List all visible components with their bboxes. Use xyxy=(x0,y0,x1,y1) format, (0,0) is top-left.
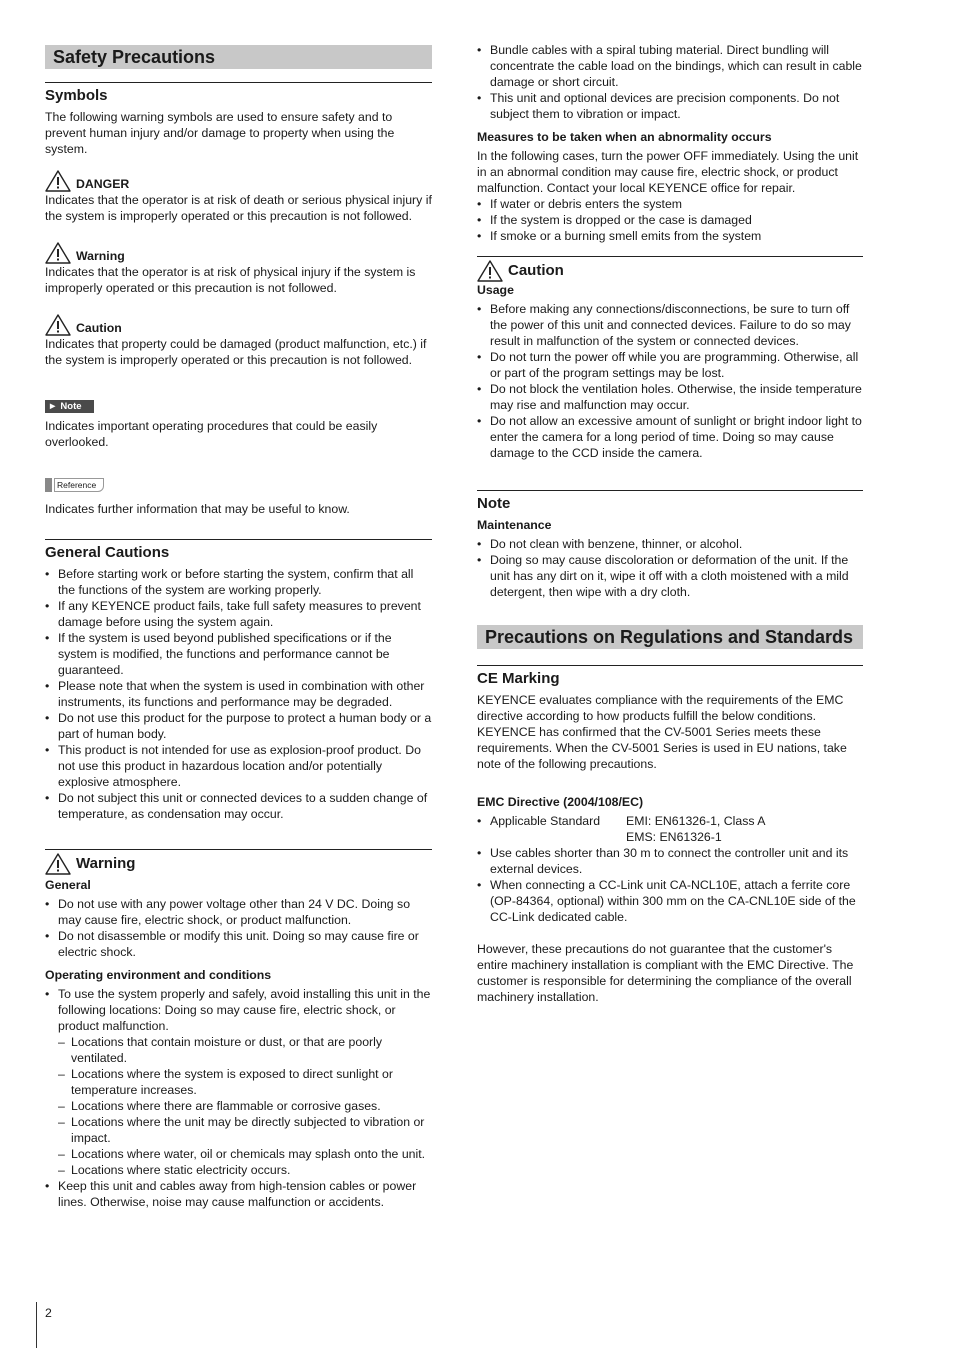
environment-list xyxy=(45,986,432,1210)
abnormality-list xyxy=(477,196,863,244)
sublist-item: – Locations where there are flammable or corrosive gases. xyxy=(58,1098,432,1114)
closing-text: However, these precautions do not guarantee that the customer's entire machinery installation is compliant with the EMC Directive. The customer is responsible for determining the compliance of the overall machinery installation. xyxy=(477,942,854,1004)
list-item: • Do not block the ventilation holes. Otherwise, the inside temperature may rise and malfunction may occur. xyxy=(477,381,863,413)
applicable-standard-values xyxy=(626,813,765,845)
note-arrow-icon: ► xyxy=(48,401,58,412)
warning-section-title xyxy=(45,849,432,875)
list-item: • Do not allow an excessive amount of sunlight or bright indoor light to enter the camera for a long period of time. Doing so may cause damage to the CCD inside the camera. xyxy=(477,413,863,461)
warning-symbol-text: Indicates that the operator is at risk of physical injury if the system is improperly operated or this precaution is not followed. xyxy=(45,265,416,295)
list-item: • If any KEYENCE product fails, take full safety measures to prevent damage before using the system again. xyxy=(45,598,432,630)
list-item: • Please note that when the system is used in combination with other instruments, its functions and performance may be degraded. xyxy=(45,678,432,710)
sublist-item: – Locations where water, oil or chemicals may splash onto the unit. xyxy=(58,1146,432,1162)
ems-standard: EMS: EN61326-1 xyxy=(626,830,722,844)
list-item: • Do not clean with benzene, thinner, or alcohol. xyxy=(477,536,863,552)
general-cautions-list xyxy=(45,566,432,822)
symbols-title: Symbols xyxy=(45,82,432,106)
cable-list xyxy=(477,42,863,122)
usage-subheading: Usage xyxy=(477,283,514,297)
general-cautions-title: General Cautions xyxy=(45,539,432,563)
list-item: • Do not use with any power voltage other than 24 V DC. Doing so may cause fire, electric shock, or product malfunction. xyxy=(45,896,432,928)
danger-heading xyxy=(45,170,432,192)
list-item: • Doing so may cause discoloration or deformation of the unit. If the unit has any dirt on it, wipe it off with a cloth moistened with a mild detergent, then wipe with a dry cloth. xyxy=(477,552,863,600)
note-section-title: Note xyxy=(477,490,863,514)
right-column xyxy=(477,0,863,1005)
emi-standard: EMI: EN61326-1, Class A xyxy=(626,814,766,828)
list-item: • Do not use this product for the purpose to protect a human body or a part of human body. xyxy=(45,710,432,742)
reference-symbol-text: Indicates further information that may be useful to know. xyxy=(45,502,350,516)
maintenance-subheading: Maintenance xyxy=(477,518,552,532)
general-subheading: General xyxy=(45,878,91,892)
warning-triangle-icon xyxy=(45,170,71,192)
caution-section-label: Caution xyxy=(508,262,564,279)
warning-symbol-label: Warning xyxy=(76,249,125,263)
environment-sublist xyxy=(58,1034,432,1178)
list-item: • If water or debris enters the system xyxy=(477,196,863,212)
sublist-item: – Locations where the system is exposed to direct sunlight or temperature increases. xyxy=(58,1066,432,1098)
ce-marking-title: CE Marking xyxy=(477,665,863,689)
general-warning-list xyxy=(45,896,432,960)
sublist-item: – Locations where the unit may be directly subjected to vibration or impact. xyxy=(58,1114,432,1146)
caution-symbol-text: Indicates that property could be damaged (product malfunction, etc.) if the system is improperly operated or this precaution is not followed. xyxy=(45,337,427,367)
list-item: • This product is not intended for use as explosion-proof product. Do not use this product in hazardous location and/or potentially explosive atmosphere. xyxy=(45,742,432,790)
applicable-standard-label: • Applicable Standard xyxy=(490,814,601,828)
warning-triangle-icon xyxy=(45,242,71,264)
page-margin-line xyxy=(36,1302,37,1348)
list-item: • Do not subject this unit or connected devices to a sudden change of temperature, as condensation may occur. xyxy=(45,790,432,822)
list-item: • Use cables shorter than 30 m to connect the controller unit and its external devices. xyxy=(477,845,863,877)
warning-triangle-icon xyxy=(45,853,71,875)
maintenance-list xyxy=(477,536,863,600)
environment-subheading: Operating environment and conditions xyxy=(45,968,272,982)
emc-list xyxy=(477,813,863,925)
left-column xyxy=(45,0,432,1210)
usage-list xyxy=(477,301,863,461)
note-symbol xyxy=(45,397,432,413)
list-item xyxy=(477,813,863,845)
list-item: • If smoke or a burning smell emits from the system xyxy=(477,228,863,244)
caution-section-title xyxy=(477,256,863,282)
note-badge-label: Note xyxy=(60,401,82,412)
regulations-heading: Precautions on Regulations and Standards xyxy=(477,625,863,649)
abnormality-subheading: Measures to be taken when an abnormality occurs xyxy=(477,130,772,144)
warning-symbol-heading xyxy=(45,242,432,264)
list-item-text: To use the system properly and safely, avoid installing this unit in the following locations: Doing so may cause fire, electric shock, or product malfunction. xyxy=(58,987,431,1033)
note-symbol-text: Indicates important operating procedures that could be easily overlooked. xyxy=(45,419,378,449)
danger-text: Indicates that the operator is at risk of death or serious physical injury if the system is improperly operated or this precaution is not followed. xyxy=(45,193,432,223)
caution-symbol-heading xyxy=(45,314,432,336)
ce-marking-text: KEYENCE evaluates compliance with the requirements of the EMC directive according to how products fulfill the below conditions. KEYENCE has confirmed that the CV-5001 Series meets these requirements. When the CV-5001 Series is used in EU nations, take note of the following precautions. xyxy=(477,693,847,771)
list-item: • This unit and optional devices are precision components. Do not subject them to vibration or impact. xyxy=(477,90,863,122)
list-item: • When connecting a CC-Link unit CA-NCL10E, attach a ferrite core (OP-84364, optional) within 300 mm on the CA-CNL10E side of the CC-Link dedicated cable. xyxy=(477,877,863,925)
safety-precautions-heading: Safety Precautions xyxy=(45,45,432,69)
emc-directive-subheading: EMC Directive (2004/108/EC) xyxy=(477,795,644,809)
reference-label: Reference xyxy=(54,478,104,492)
list-item: • Bundle cables with a spiral tubing material. Direct bundling will concentrate the cable load on the bindings, which can result in cable damage or short circuit. xyxy=(477,42,863,90)
applicable-standard-row xyxy=(490,813,863,845)
abnormality-text: In the following cases, turn the power OFF immediately. Using the unit in an abnormal condition may cause fire, electric shock, or product malfunction. Contact your local KEYENCE office for repair. xyxy=(477,149,859,195)
warning-triangle-icon xyxy=(45,314,71,336)
page-number: 2 xyxy=(45,1306,52,1320)
list-item: • Do not disassemble or modify this unit. Doing so may cause fire or electric shock. xyxy=(45,928,432,960)
sublist-item: – Locations where static electricity occurs. xyxy=(58,1162,432,1178)
list-item: • Before making any connections/disconnections, be sure to turn off the power of this unit and connected devices. Failure to do so may result in malfunction of the system or connected devices. xyxy=(477,301,863,349)
list-item: • If the system is used beyond published specifications or if the system is modified, the functions and performance cannot be guaranteed. xyxy=(45,630,432,678)
note-badge xyxy=(45,400,94,413)
list-item: • Do not turn the power off while you are programming. Otherwise, all or part of the program settings may be lost. xyxy=(477,349,863,381)
symbols-intro: The following warning symbols are used to ensure safety and to prevent human injury and/or damage to property when using the system. xyxy=(45,110,395,156)
caution-symbol-label: Caution xyxy=(76,321,122,335)
danger-label: DANGER xyxy=(76,177,130,191)
reference-symbol xyxy=(45,478,432,496)
reference-icon xyxy=(45,478,104,492)
warning-triangle-icon xyxy=(477,260,503,282)
list-item xyxy=(45,986,432,1178)
list-item: • If the system is dropped or the case is damaged xyxy=(477,212,863,228)
list-item: • Keep this unit and cables away from high-tension cables or power lines. Otherwise, noise may cause malfunction or accidents. xyxy=(45,1178,432,1210)
sublist-item: – Locations that contain moisture or dust, or that are poorly ventilated. xyxy=(58,1034,432,1066)
list-item: • Before starting work or before starting the system, confirm that all the functions of the system are working properly. xyxy=(45,566,432,598)
warning-section-label: Warning xyxy=(76,855,136,872)
